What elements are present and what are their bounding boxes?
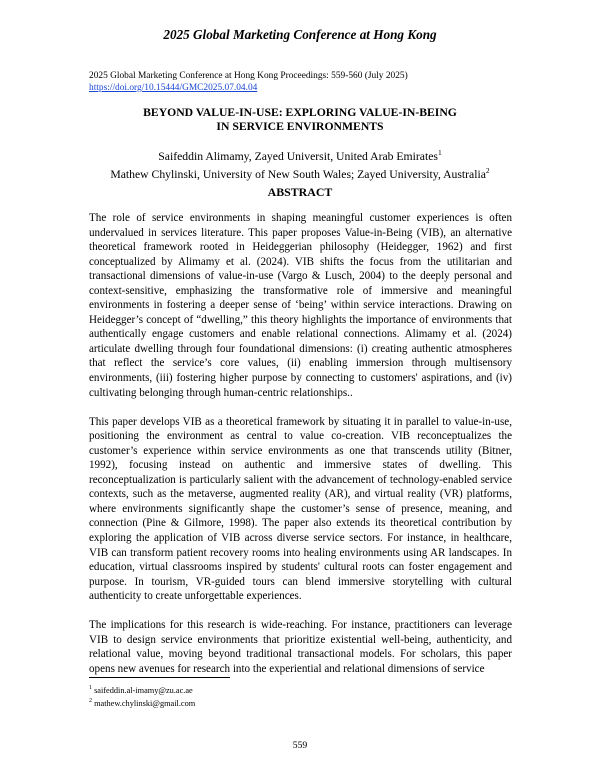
paper-title — [0, 106, 600, 134]
author-1-affiliation: Saifeddin Alimamy, Zayed Universit, United Arab Emirates — [158, 149, 438, 163]
proceedings-citation: 2025 Global Marketing Conference at Hong Kong Proceedings: 559-560 (July 2025) — [89, 71, 408, 81]
footnote-2-mark: 2 — [89, 698, 92, 705]
footnote-divider — [89, 677, 230, 678]
abstract-body — [89, 211, 512, 677]
abstract-paragraph-3: The implications for this research is wide-reaching. For instance, practitioners can leverage VIB to design service environments that prioritize existential well-being, authenticity, and relational value, moving beyond traditional transactional models. For scholars, this paper opens new avenues for research into the experiential and relational dimensions of service — [89, 619, 512, 675]
doi-link[interactable]: https://doi.org/10.15444/GMC2025.07.04.04 — [89, 83, 258, 93]
footnotes — [89, 683, 195, 710]
footnote-mark-1: 1 — [437, 148, 442, 157]
proceedings-info — [89, 70, 408, 94]
abstract-heading: ABSTRACT — [267, 185, 333, 199]
footnote-mark-2: 2 — [485, 166, 490, 176]
footnote-1 — [89, 683, 195, 696]
paper-title-line-2: IN SERVICE ENVIRONMENTS — [216, 120, 384, 133]
footnote-2-email: mathew.chylinski@gmail.com — [94, 699, 196, 709]
footnote-1-mark: 1 — [89, 685, 92, 691]
conference-header: 2025 Global Marketing Conference at Hong Kong — [163, 27, 437, 42]
paper-title-line-1: BEYOND VALUE-IN-USE: EXPLORING VALUE-IN-BEING — [143, 106, 457, 119]
author-1 — [0, 146, 600, 164]
abstract-paragraph-1: The role of service environments in shaping meaningful customer experiences is often undervalued in services literature. This paper proposes Value-in-Being (VIB), an alternative theoretical framework rooted in Heideggerian philosophy (Heidegger, 1962) and first conceptualized by Alimamy et al. (2024). VIB shifts the focus from the utilitarian and transactional dimensions of value-in-use (Vargo & Lusch, 2004) to the deeply personal and context-sensitive, emphasizing the transformative role of immersive and meaningful environments in fostering a deeper sense of ‘being’ within service interactions. Drawing on Heidegger’s concept of “dwelling,” this theory highlights the importance of environments that authentically engage customers and enable relational connections. Alimamy et al. (2024) articulate dwelling through four foundational dimensions: (i) creating authentic atmospheres that reflect the service’s core values, (ii) enabling immersion through multisensory environments, (iii) fostering higher purpose by connecting to customers' aspirations, and (iv) cultivating belonging through human-centric relationships.. — [89, 212, 512, 399]
author-list — [0, 146, 600, 183]
footnote-1-email: saifeddin.al-imamy@zu.ac.ae — [94, 685, 193, 695]
footnote-2 — [89, 696, 195, 709]
author-2-affiliation: Mathew Chylinski, University of New South Wales; Zayed University, Australia — [110, 168, 486, 182]
page-number: 559 — [292, 740, 308, 751]
abstract-paragraph-2: This paper develops VIB as a theoretical framework by situating it in parallel to value-in-use, positioning the environment as central to value co-creation. VIB reconceptualizes the customer’s experience within service environments as one that transcends utility (Bitner, 1992), focusing instead on authentic and immersive states of dwelling. This reconceptualization is particularly salient with the advancement of technology-enabled service contexts, such as the metaverse, augmented reality (AR), and virtual reality (VR) platforms, where environments significantly shape the customer’s sense of presence, meaning, and connection (Pine & Gilmore, 1998). The paper also extends its theoretical contribution by exploring the application of VIB across diverse service sectors. For instance, in healthcare, VIB can transform patient recovery rooms into healing environments using AR landscapes. In education, virtual classrooms inspired by students' cultural roots can foster engagement and purpose. In tourism, VR-guided tours can blend immersive storytelling with cultural authenticity to create unforgettable experiences. — [89, 415, 512, 603]
author-2 — [0, 164, 600, 182]
